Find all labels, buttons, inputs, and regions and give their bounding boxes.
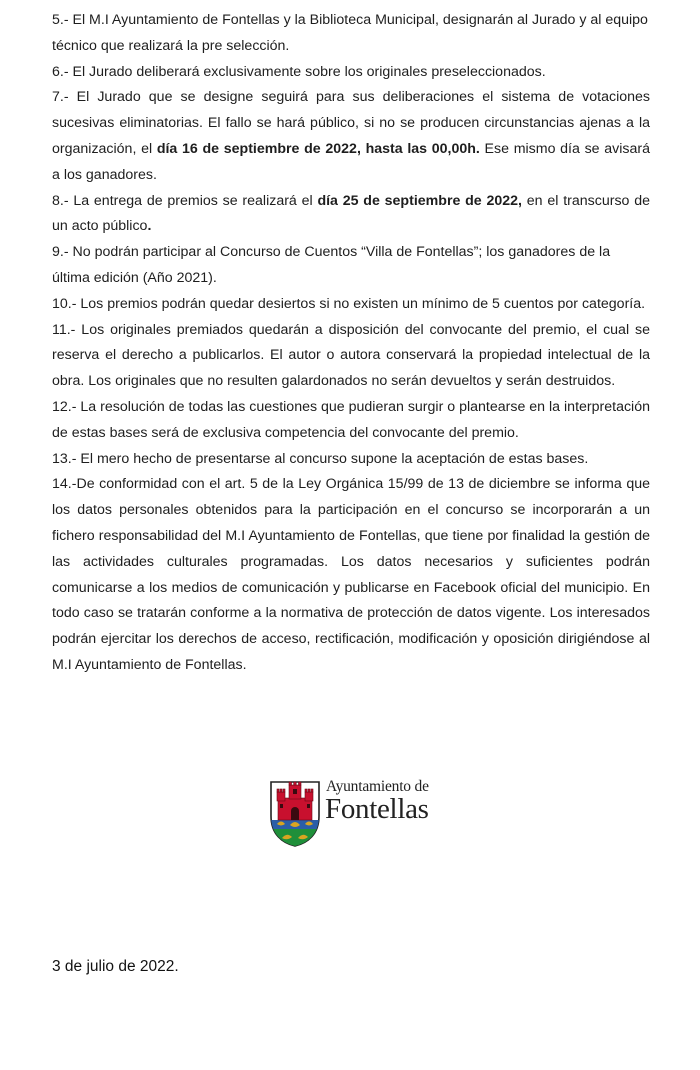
paragraph-8-text-a: 8.- La entrega de premios se realizará el — [52, 192, 318, 209]
document-date: 3 de julio de 2022. — [52, 958, 179, 975]
paragraph-11 — [52, 318, 650, 395]
paragraph-13 — [52, 447, 650, 473]
paragraph-6-text: 6.- El Jurado deliberará exclusivamente sobre los originales preseleccionados. — [52, 63, 546, 80]
paragraph-7-bold-date: día 16 de septiembre de 2022, hasta las 00,00h. — [156, 140, 480, 157]
paragraph-10 — [52, 292, 650, 318]
paragraph-11-text: 11.- Los originales premiados quedarán a disposición del convocante del premio, el cual se reserva el derecho a publicarlos. El autor o autora conservará la propiedad intelectual de la obra. Los originales que no resulten galardonados no serán devueltos y serán destruidos. — [52, 321, 650, 390]
document-body — [52, 8, 650, 679]
paragraph-7-text-b: Ese mismo día se avisará a los ganadores. — [52, 140, 650, 183]
paragraph-5-text: 5.- El M.I Ayuntamiento de Fontellas y la Biblioteca Municipal, designarán al Jurado y al equipo técnico que realizará la pre selección. — [52, 12, 648, 54]
logo-text-ayuntamiento: Ayuntamiento de — [326, 778, 429, 795]
paragraph-8-text-b: en el transcurso de un acto público — [52, 192, 650, 235]
paragraph-12 — [52, 395, 650, 447]
paragraph-14 — [52, 472, 650, 678]
paragraph-8-bold-dot: . — [147, 218, 152, 235]
paragraph-12-text: 12.- La resolución de todas las cuestiones que pudieran surgir o plantearse en la interpretación de estas bases será de exclusiva competencia del convocante del premio. — [52, 398, 650, 441]
paragraph-9 — [52, 240, 650, 292]
paragraph-10-text: 10.- Los premios podrán quedar desiertos si no existen un mínimo de 5 cuentos por categoría. — [52, 295, 646, 312]
paragraph-13-text: 13.- El mero hecho de presentarse al concurso supone la aceptación de estas bases. — [52, 450, 589, 467]
paragraph-8 — [52, 189, 650, 241]
logo-text-fontellas: Fontellas — [325, 793, 429, 825]
paragraph-7 — [52, 85, 650, 188]
paragraph-7-text-a: 7.- El Jurado que se designe seguirá para sus deliberaciones el sistema de votaciones sucesivas eliminatorias. El fallo se hará público, si no se producen circunstancias ajenas a la organización, el — [52, 89, 650, 157]
paragraph-14-text: 14.-De conformidad con el art. 5 de la Ley Orgánica 15/99 de 13 de diciembre se informa que los datos personales obtenidos para la participación en el concurso se incorporarán a un fichero responsabilidad del M.I Ayuntamiento de Fontellas, que tiene por finalidad la gestión de las actividades culturales programadas. Los datos necesarios y suficientes podrán comunicarse a los medios de comunicación y publicarse en Facebook oficial del municipio. En todo caso se tratarán conforme a la normativa de protección de datos vigente. Los interesados podrán ejercitar los derechos de acceso, rectificación, modificación y oposición dirigiéndose al M.I Ayuntamiento de Fontellas. — [52, 476, 650, 673]
paragraph-9-text: 9.- No podrán participar al Concurso de Cuentos “Villa de Fontellas”; los ganadores de la última edición (Año 2021). — [52, 244, 611, 286]
paragraph-6 — [52, 60, 650, 86]
paragraph-8-bold-date: día 25 de septiembre de 2022, — [317, 192, 522, 209]
coat-of-arms-icon — [268, 776, 322, 848]
paragraph-5 — [52, 8, 650, 60]
shield-green-base — [271, 829, 319, 848]
ayuntamiento-logo — [268, 776, 438, 848]
